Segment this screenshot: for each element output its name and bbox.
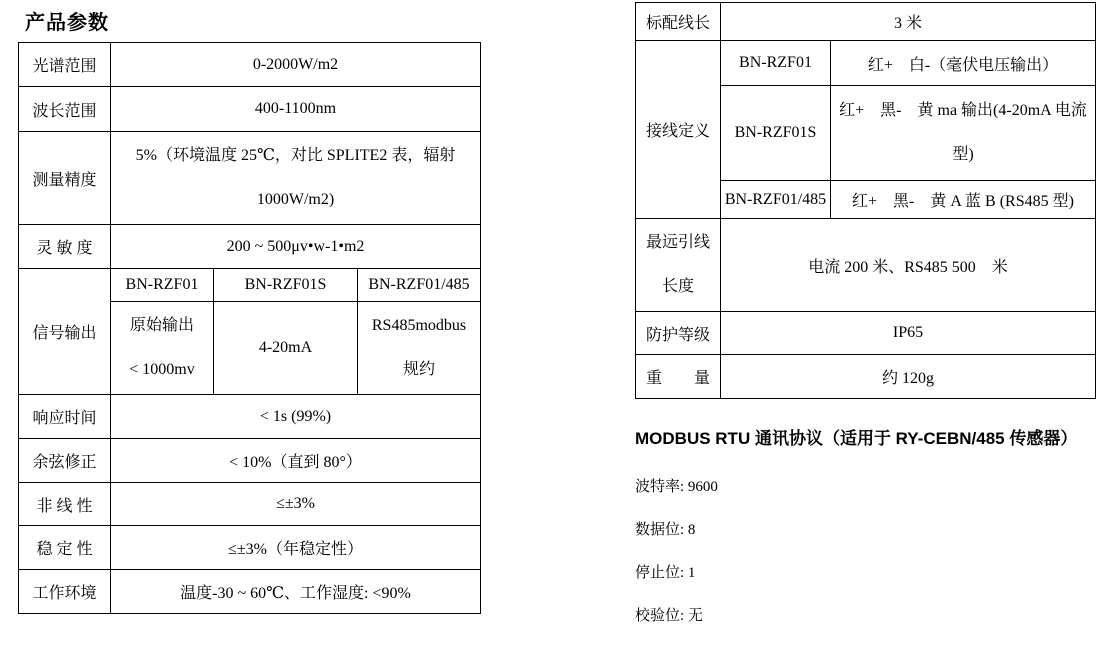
model-cell: BN-RZF01/485 (358, 269, 481, 302)
model-cell: BN-RZF01 (721, 41, 831, 86)
output-cell (111, 302, 214, 395)
modbus-line-stop-bits: 停止位: 1 (635, 565, 696, 581)
table-row-operating-environment (19, 570, 481, 614)
table-row-spectral-range (19, 43, 481, 87)
product-spec-table (18, 42, 481, 614)
table-row-wavelength-range (19, 87, 481, 132)
row-label: 波长范围 (19, 87, 111, 132)
row-label: 灵 敏 度 (19, 225, 111, 269)
table-row-accuracy (19, 132, 481, 225)
table-row-protection-rating (636, 312, 1096, 355)
row-value: < 10%（直到 80°） (111, 439, 481, 483)
row-label-line: 长度 (661, 278, 694, 295)
output-line: 原始输出 (129, 317, 194, 334)
modbus-line-baud-rate: 波特率: 9600 (635, 479, 718, 495)
page-title: 产品参数 (25, 12, 109, 34)
row-label: 响应时间 (19, 395, 111, 439)
wiring-value: 红+ 白-（毫伏电压输出） (831, 41, 1096, 86)
row-value: 400-1100nm (111, 87, 481, 132)
row-value: 温度-30 ~ 60℃、工作湿度: <90% (111, 570, 481, 614)
row-label: 信号输出 (19, 269, 111, 395)
row-label: 稳 定 性 (19, 526, 111, 570)
row-label: 非 线 性 (19, 483, 111, 526)
row-value: 电流 200 米、RS485 500 米 (721, 219, 1096, 312)
wiring-value: 红+ 黑- 黄 A 蓝 B (RS485 型) (831, 181, 1096, 219)
row-value (111, 132, 481, 225)
row-value: 0-2000W/m2 (111, 43, 481, 87)
row-label: 接线定义 (636, 41, 721, 219)
table-row-signal-models (19, 269, 481, 302)
output-cell: 4-20mA (214, 302, 358, 395)
modbus-heading: MODBUS RTU 通讯协议（适用于 RY-CEBN/485 传感器） (635, 429, 1078, 448)
output-cell (358, 302, 481, 395)
table-row-stability (19, 526, 481, 570)
row-label: 工作环境 (19, 570, 111, 614)
model-cell: BN-RZF01S (214, 269, 358, 302)
table-row-cosine-correction (19, 439, 481, 483)
table-row-response-time (19, 395, 481, 439)
output-line: < 1000mv (129, 361, 195, 378)
wiring-value (831, 86, 1096, 181)
model-cell: BN-RZF01/485 (721, 181, 831, 219)
wiring-value-line: 型) (952, 146, 974, 163)
row-label: 光谱范围 (19, 43, 111, 87)
output-line: RS485modbus (371, 317, 467, 334)
model-cell: BN-RZF01S (721, 86, 831, 181)
row-label-line: 最远引线 (645, 234, 710, 251)
row-label: 防护等级 (636, 312, 721, 355)
table-row-max-lead-length (636, 219, 1096, 312)
table-row-cable-length (636, 3, 1096, 41)
row-value: ≤±3%（年稳定性） (111, 526, 481, 570)
output-line: 规约 (403, 361, 436, 378)
row-value: IP65 (721, 312, 1096, 355)
row-value: 3 米 (721, 3, 1096, 41)
model-cell: BN-RZF01 (111, 269, 214, 302)
wiring-value-line: 红+ 黑- 黄 ma 输出(4-20mA 电流 (839, 102, 1087, 119)
row-value: 约 120g (721, 355, 1096, 399)
row-value-line: 5%（环境温度 25℃，对比 SPLITE2 表，辐射 (135, 147, 456, 164)
table-row-sensitivity (19, 225, 481, 269)
table-row-nonlinearity (19, 483, 481, 526)
wiring-spec-table (635, 2, 1096, 399)
table-row-weight (636, 355, 1096, 399)
row-value: ≤±3% (111, 483, 481, 526)
row-label: 重 量 (636, 355, 721, 399)
row-label: 标配线长 (636, 3, 721, 41)
row-value: < 1s (99%) (111, 395, 481, 439)
row-value-line: 1000W/m2) (256, 191, 335, 208)
row-label: 测量精度 (19, 132, 111, 225)
modbus-section (635, 424, 1095, 651)
modbus-line-parity: 校验位: 无 (635, 608, 703, 624)
row-label: 余弦修正 (19, 439, 111, 483)
modbus-line-data-bits: 数据位: 8 (635, 522, 696, 538)
row-value: 200 ~ 500μv•w-1•m2 (111, 225, 481, 269)
row-label (636, 219, 721, 312)
table-row-wiring-rzf01 (636, 41, 1096, 86)
